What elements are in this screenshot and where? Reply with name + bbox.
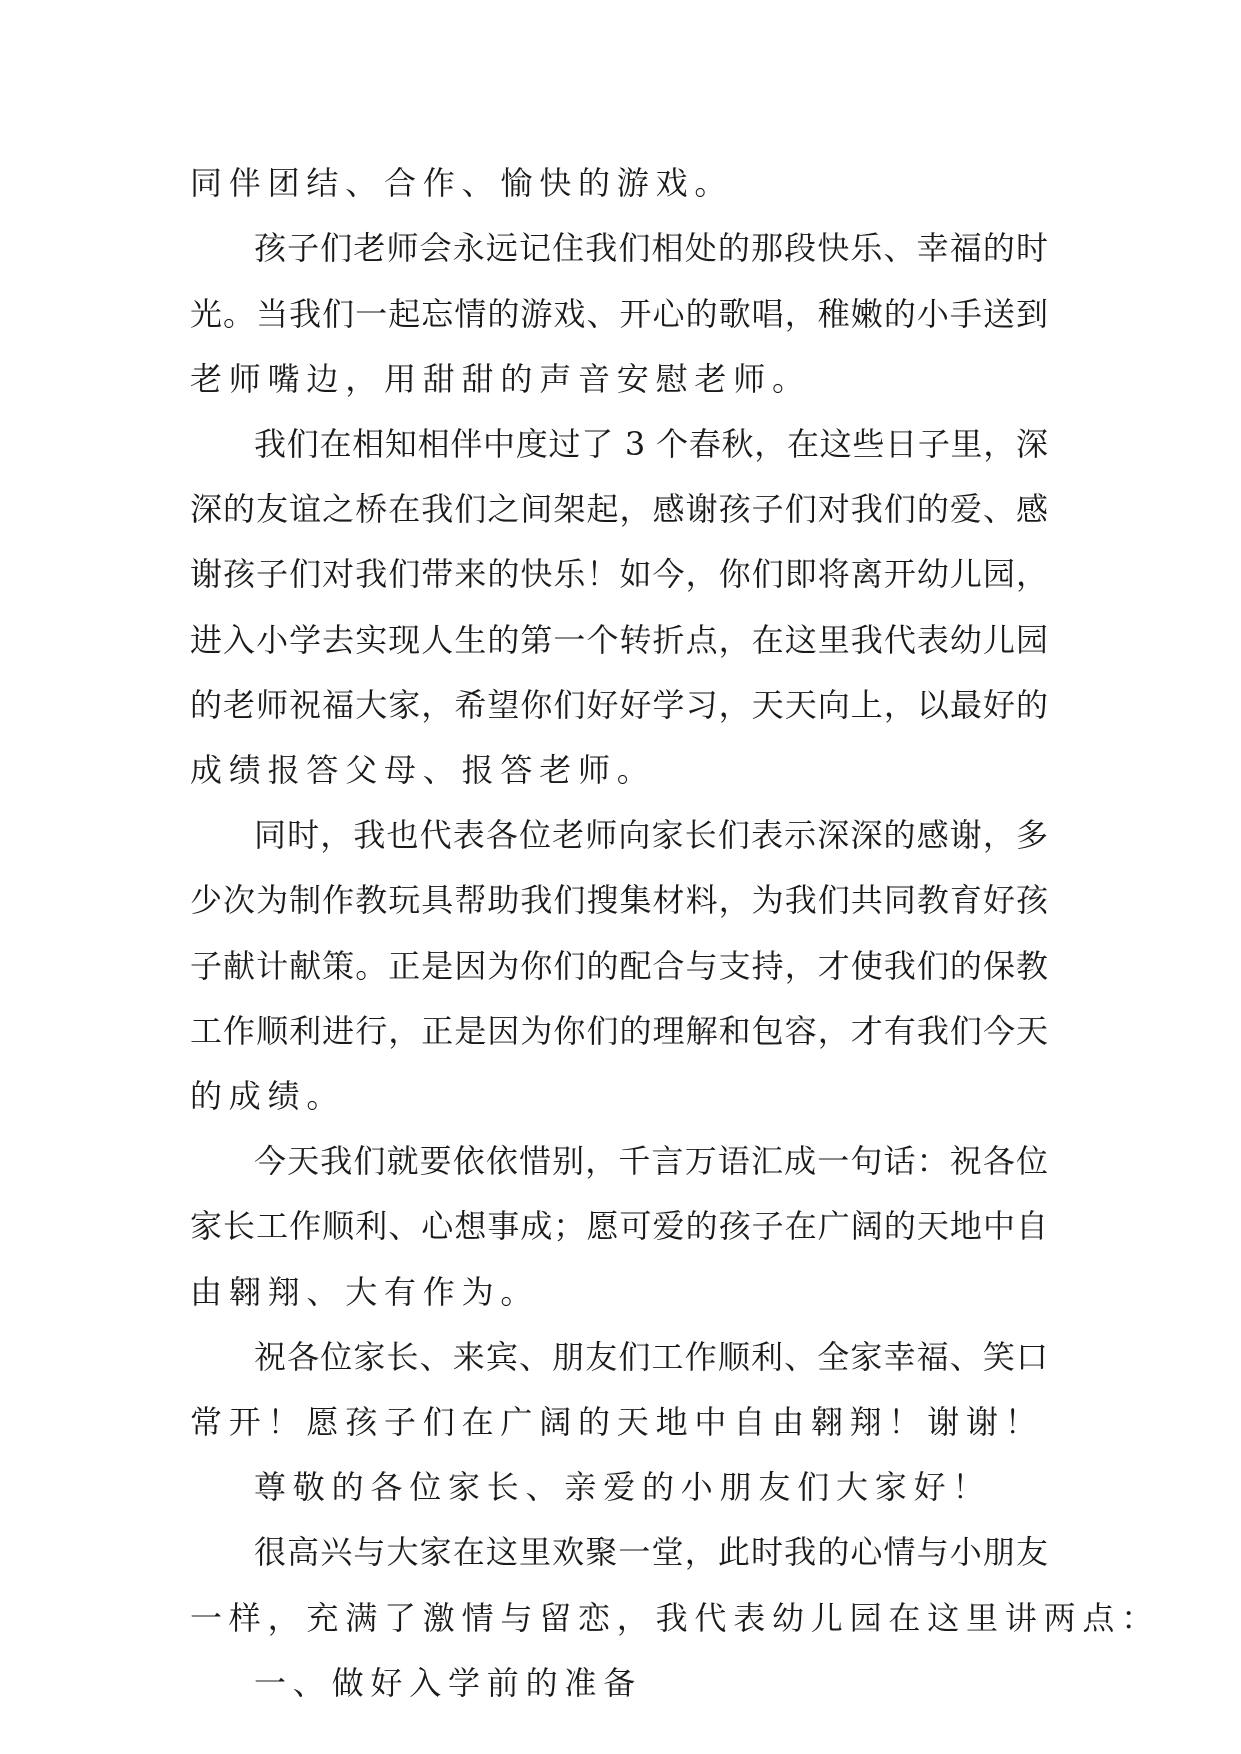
text-line: 工作顺利进行，正是因为你们的理解和包容，才有我们今天 <box>190 1012 1048 1050</box>
text-line: 祝各位家长、来宾、朋友们工作顺利、全家幸福、笑口 <box>254 1338 1048 1376</box>
text-line: 孩子们老师会永远记住我们相处的那段快乐、幸福的时 <box>254 229 1048 267</box>
text-line: 老师嘴边，用甜甜的声音安慰老师。 <box>190 360 811 398</box>
text-line: 很高兴与大家在这里欢聚一堂，此时我的心情与小朋友 <box>254 1533 1048 1571</box>
text-line: 光。当我们一起忘情的游戏、开心的歌唱，稚嫩的小手送到 <box>190 295 1048 333</box>
text-line: 尊敬的各位家长、亲爱的小朋友们大家好！ <box>254 1468 992 1506</box>
text-line: 一、做好入学前的准备 <box>254 1664 643 1702</box>
text-line: 由翱翔、大有作为。 <box>190 1273 540 1311</box>
text-line: 同伴团结、合作、愉快的游戏。 <box>190 164 734 202</box>
text-line: 的成绩。 <box>190 1077 346 1115</box>
text-line: 的老师祝福大家，希望你们好好学习，天天向上，以最好的 <box>190 686 1048 724</box>
text-line: 深的友谊之桥在我们之间架起，感谢孩子们对我们的爱、感 <box>190 490 1048 528</box>
text-line: 同时，我也代表各位老师向家长们表示深深的感谢，多 <box>254 816 1048 854</box>
text-line: 子献计献策。正是因为你们的配合与支持，才使我们的保教 <box>190 947 1048 985</box>
text-line: 一样，充满了激情与留恋，我代表幼儿园在这里讲两点： <box>190 1599 1161 1637</box>
text-line: 进入小学去实现人生的第一个转折点，在这里我代表幼儿园 <box>190 621 1048 659</box>
text-line: 我们在相知相伴中度过了 3 个春秋，在这些日子里，深 <box>254 425 1048 463</box>
text-line: 今天我们就要依依惜别，千言万语汇成一句话：祝各位 <box>254 1142 1048 1180</box>
text-line: 谢孩子们对我们带来的快乐！如今，你们即将离开幼儿园， <box>190 555 1048 593</box>
text-line: 成绩报答父母、报答老师。 <box>190 751 656 789</box>
text-line: 少次为制作教玩具帮助我们搜集材料，为我们共同教育好孩 <box>190 881 1048 919</box>
text-line: 家长工作顺利、心想事成；愿可爱的孩子在广阔的天地中自 <box>190 1207 1048 1245</box>
text-line: 常开！愿孩子们在广阔的天地中自由翱翔！谢谢！ <box>190 1403 1044 1441</box>
